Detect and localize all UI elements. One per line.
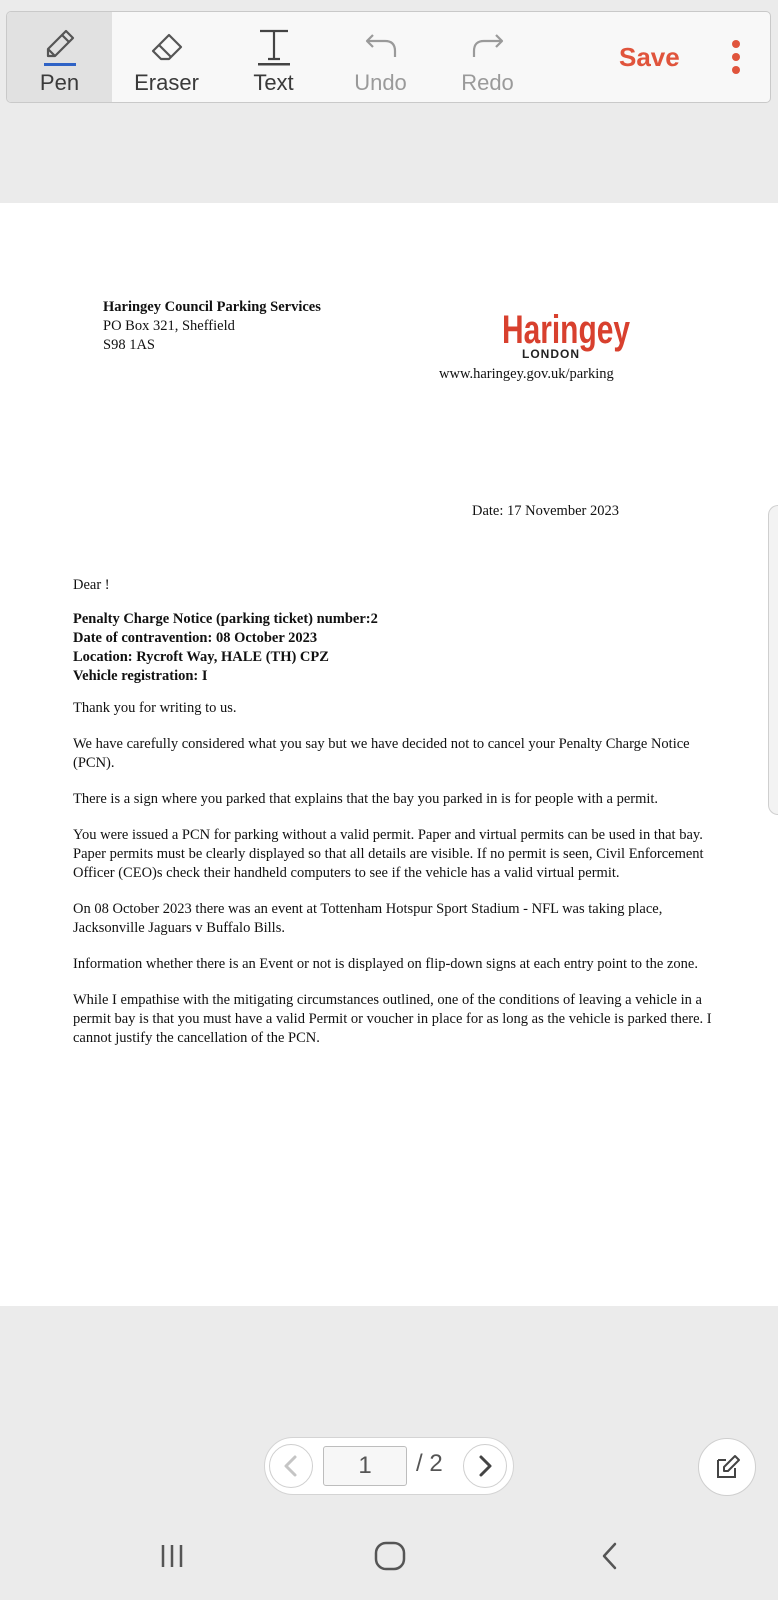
letter-body (73, 699, 723, 1065)
paragraph: You were issued a PCN for parking without a valid permit. Paper and virtual permits can be used in that bay. Paper permits must be clearly displayed so that all details are visible. If no permit is seen, Civil Enforcement Officer (CEO)s check their handheld computers to see if the vehicle has a valid virtual permit. (73, 827, 704, 881)
back-button[interactable] (588, 1534, 632, 1578)
eraser-tool-button[interactable] (114, 12, 219, 102)
undo-label: Undo (354, 70, 407, 95)
edit-document-button[interactable] (698, 1438, 756, 1496)
paragraph: Thank you for writing to us. (73, 700, 237, 716)
sender-address-line2: S98 1AS (103, 337, 155, 353)
next-page-button[interactable] (463, 1444, 507, 1488)
sender-address-line1: PO Box 321, Sheffield (103, 318, 235, 334)
total-pages: / 2 (416, 1450, 443, 1477)
previous-page-button[interactable] (269, 1444, 313, 1488)
eraser-label: Eraser (134, 70, 199, 95)
haringey-logo (500, 295, 635, 365)
svg-text:LONDON: LONDON (522, 347, 580, 361)
save-button[interactable]: Save (619, 42, 680, 72)
text-label: Text (253, 70, 294, 95)
recent-apps-button[interactable] (150, 1534, 194, 1578)
paragraph: While I empathise with the mitigating circumstances outlined, one of the conditions of leaving a vehicle in a permit bay is that you must have a valid Permit or voucher in place for as long as the vehicle is parked there. I cannot justify the cancellation of the PCN. (73, 992, 712, 1046)
undo-button[interactable] (328, 12, 433, 102)
vehicle-registration: Vehicle registration: I (73, 668, 208, 684)
pcn-reference-block (73, 610, 378, 686)
paragraph: On 08 October 2023 there was an event at Tottenham Hotspur Sport Stadium - NFL was taking place, Jacksonville Jaguars v Buffalo Bills. (73, 901, 663, 936)
annotation-toolbar (6, 11, 771, 103)
redo-icon (458, 12, 518, 70)
back-icon (598, 1540, 622, 1572)
edit-document-icon (712, 1452, 742, 1482)
redo-label: Redo (461, 70, 514, 95)
paragraph: We have carefully considered what you say but we have decided not to cancel your Penalty Charge Notice (PCN). (73, 736, 690, 771)
sender-name: Haringey Council Parking Services (103, 299, 321, 315)
salutation: Dear ! (73, 577, 110, 593)
contravention-location: Location: Rycroft Way, HALE (TH) CPZ (73, 649, 329, 665)
home-icon (373, 1540, 407, 1572)
redo-button[interactable] (435, 12, 540, 102)
paragraph: Information whether there is an Event or not is displayed on flip-down signs at each entry point to the zone. (73, 956, 698, 972)
letter-date: Date: 17 November 2023 (472, 503, 619, 519)
document-page[interactable] (0, 203, 778, 1306)
scroll-handle[interactable] (768, 505, 778, 815)
pen-label: Pen (39, 70, 80, 95)
sender-address (103, 298, 321, 355)
text-icon (244, 12, 304, 70)
contravention-date: Date of contravention: 08 October 2023 (73, 630, 318, 646)
council-website: www.haringey.gov.uk/parking (439, 366, 614, 382)
more-vertical-icon[interactable] (729, 40, 743, 80)
pen-tool-button[interactable] (7, 12, 112, 102)
svg-text:Haringey: Haringey (502, 308, 631, 352)
system-navigation-bar (0, 1512, 778, 1600)
pcn-number: Penalty Charge Notice (parking ticket) number:2 (73, 611, 378, 627)
text-tool-button[interactable] (221, 12, 326, 102)
home-button[interactable] (368, 1534, 412, 1578)
current-page-input[interactable]: 1 (323, 1446, 407, 1486)
page-navigator (264, 1437, 514, 1495)
chevron-left-icon (281, 1454, 301, 1478)
undo-icon (351, 12, 411, 70)
eraser-icon (137, 12, 197, 70)
recent-apps-icon (157, 1541, 187, 1571)
chevron-right-icon (475, 1454, 495, 1478)
pen-icon (30, 12, 90, 70)
paragraph: There is a sign where you parked that explains that the bay you parked in is for people with a permit. (73, 791, 659, 807)
